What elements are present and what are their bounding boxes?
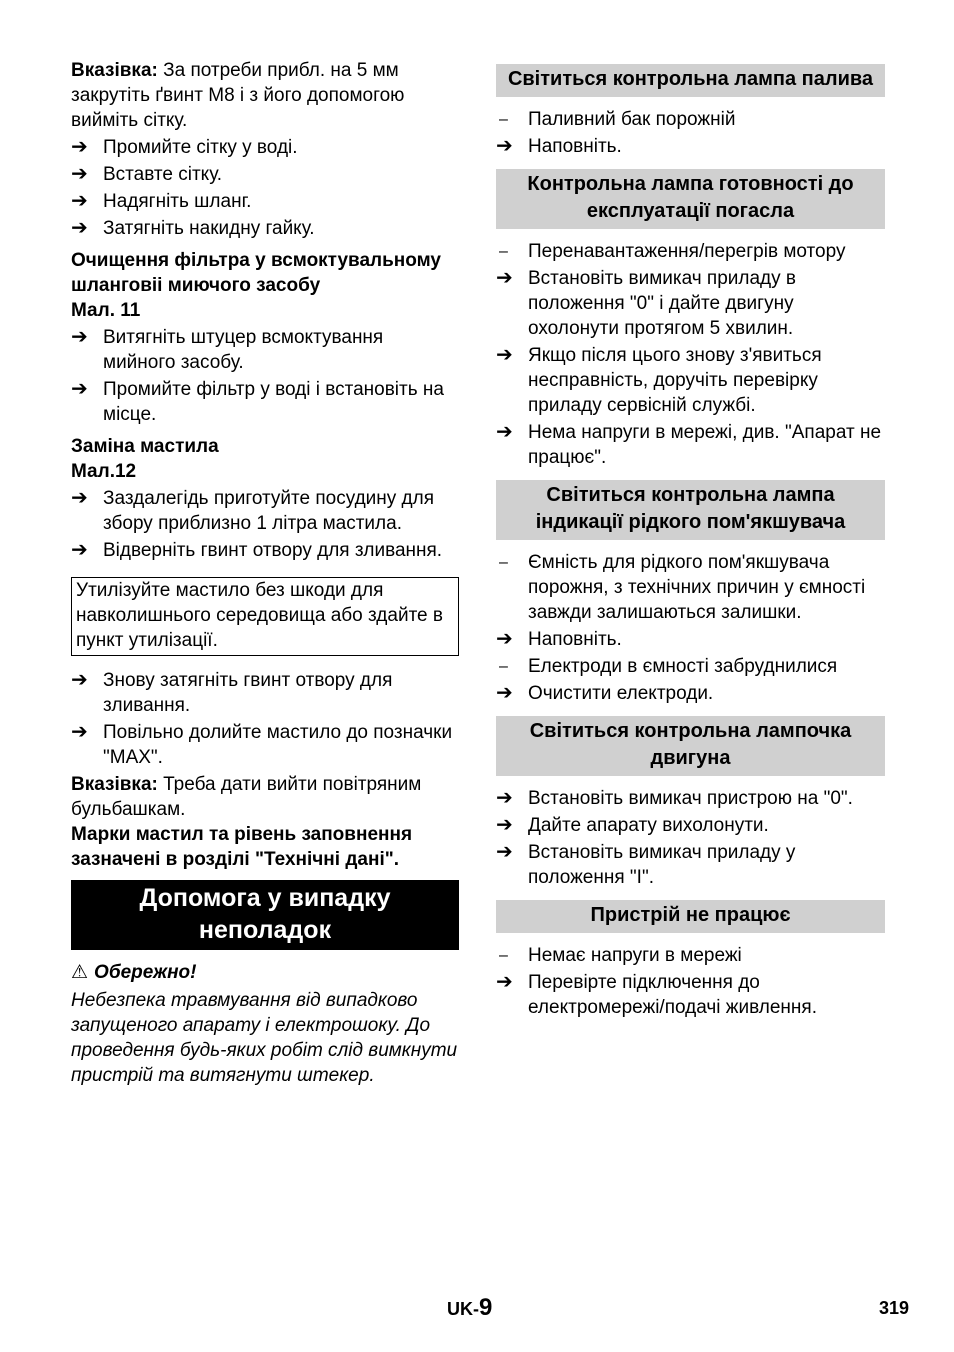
note-label: Вказівка: [71,60,158,81]
list-item: ➔ Встановіть вимикач приладу у положення "I". [496,841,796,888]
list-item: ➔ Перевірте підключення до електромережі/подачі живлення. [496,971,817,1018]
list-item: ➔ Надягніть шланг. [71,190,252,212]
list-item: – Перенавантаження/перегрів мотору [496,239,885,264]
list-motor-lamp [496,786,885,890]
list-item: ➔ Вставте сітку. [71,163,223,185]
arrow-icon: ➔ [71,487,88,509]
dash-icon: – [499,243,508,260]
list-item: ➔ Дайте апарату вихолонути. [496,814,769,836]
list-fuel-lamp [496,107,885,159]
arrow-icon: ➔ [71,539,88,561]
heading-motor-lamp: Світиться контрольна лампочка двигуна [496,716,885,776]
list-item: ➔ Встановіть вимикач пристрою на "0". [496,787,853,809]
heading-ready-lamp: Контрольна лампа готовності до експлуатації погасла [496,169,885,229]
dash-icon: – [499,658,508,675]
list-item: ➔ Заздалегідь приготуйте посудину для збору приблизно 1 літра мастила. [71,487,434,534]
list-item: ➔ Відверніть гвинт отвору для зливання. [71,539,443,561]
heading-fuel-lamp: Світиться контрольна лампа палива [496,64,885,97]
warning-triangle-icon: ⚠ [71,962,89,983]
page-number: 319 [879,1298,910,1318]
list-item: ➔ Нема напруги в мережі, див. "Апарат не працює". [496,421,882,468]
note-text: Треба дати вийти повітряним бульбашкам. [71,774,422,820]
warning-label: Обережно! [94,962,197,983]
arrow-icon: ➔ [496,971,513,993]
list-item: – Паливний бак порожній [496,107,885,132]
heading-device-not-working: Пристрій не працює [496,900,885,933]
oil-grades-note: Марки мастил та рівень заповнення зазначені в розділі "Технічні дані". [71,824,413,870]
heading-oil-change: Заміна мастила [71,436,219,457]
footer-section-label [447,1295,492,1322]
arrow-icon: ➔ [496,841,513,863]
list-item: ➔ Знову затягніть гвинт отвору для зливання. [71,669,393,716]
arrow-icon: ➔ [71,190,88,212]
heading-filter-cleaning: Очищення фільтра у всмоктувальному шланговіі миючого засобу [71,250,441,296]
environment-note-box: Утилізуйте мастило без шкоди для навколишнього середовища або здайте в пункт утилізації. [71,577,459,656]
list-ready-lamp [496,239,885,470]
arrow-icon: ➔ [496,344,513,366]
left-column [71,58,459,1088]
list-softener-lamp [496,550,885,706]
figure-ref-11: Мал. 11 [71,300,141,321]
arrow-icon: ➔ [71,669,88,691]
arrow-icon: ➔ [71,721,88,743]
list-device-not-working [496,943,885,1020]
note-hint [71,58,459,133]
steps-list-1 [71,135,459,241]
right-column [496,58,885,1022]
steps-list-2 [71,325,459,427]
note-label: Вказівка: [71,774,158,795]
list-item: – Електроди в ємності забруднилися [496,654,885,679]
arrow-icon: ➔ [71,378,88,400]
heading-softener-lamp: Світиться контрольна лампа індикації рідкого пом'якшувача [496,480,885,540]
dash-icon: – [499,947,508,964]
list-item: ➔ Промийте сітку у воді. [71,136,298,158]
list-item: ➔ Повільно долийте мастило до позначки "MAX". [71,721,453,768]
list-item: – Немає напруги в мережі [496,943,885,968]
warning-text: Небезпека травмування від випадково запущеного апарату і електрошоку. До проведення будь-яких робіт слід вимкнути пристрій та витягнути штекер. [71,990,458,1086]
steps-list-4 [71,668,459,770]
steps-list-3 [71,486,459,563]
arrow-icon: ➔ [496,135,513,157]
list-item: ➔ Затягніть накидну гайку. [71,217,315,239]
list-item: ➔ Наповніть. [496,135,622,157]
section-title-troubleshooting: Допомога у випадку неполадок [71,880,459,950]
figure-ref-12: Мал.12 [71,461,137,482]
arrow-icon: ➔ [496,814,513,836]
list-item: ➔ Наповніть. [496,628,622,650]
arrow-icon: ➔ [496,267,513,289]
warning-heading [71,960,459,985]
arrow-icon: ➔ [496,421,513,443]
arrow-icon: ➔ [496,682,513,704]
arrow-icon: ➔ [496,787,513,809]
list-item: ➔ Встановіть вимикач приладу в положення "0" і дайте двигуну охолонути протягом 5 хвилин. [496,267,797,339]
dash-icon: – [499,554,508,571]
arrow-icon: ➔ [496,628,513,650]
list-item: ➔ Промийте фільтр у воді і встановіть на місце. [71,378,444,425]
list-item: ➔ Витягніть штуцер всмоктування мийного засобу. [71,326,384,373]
arrow-icon: ➔ [71,136,88,158]
note-hint-2 [71,772,459,822]
list-item: – Ємність для рідкого пом'якшувача порожня, з технічних причин у ємності завжди залишаються залишки. [496,550,885,625]
dash-icon: – [499,111,508,128]
footer-section-page: 9 [479,1294,493,1321]
arrow-icon: ➔ [71,326,88,348]
footer-lang: UK- [447,1299,479,1319]
note-text: За потреби прибл. на 5 мм закрутіть ґвинт М8 і з його допомогою вийміть сітку. [71,60,405,131]
list-item: ➔ Очистити електроди. [496,682,714,704]
arrow-icon: ➔ [71,217,88,239]
list-item: ➔ Якщо після цього знову з'явиться несправність, доручіть перевірку приладу сервісній службі. [496,344,822,416]
arrow-icon: ➔ [71,163,88,185]
